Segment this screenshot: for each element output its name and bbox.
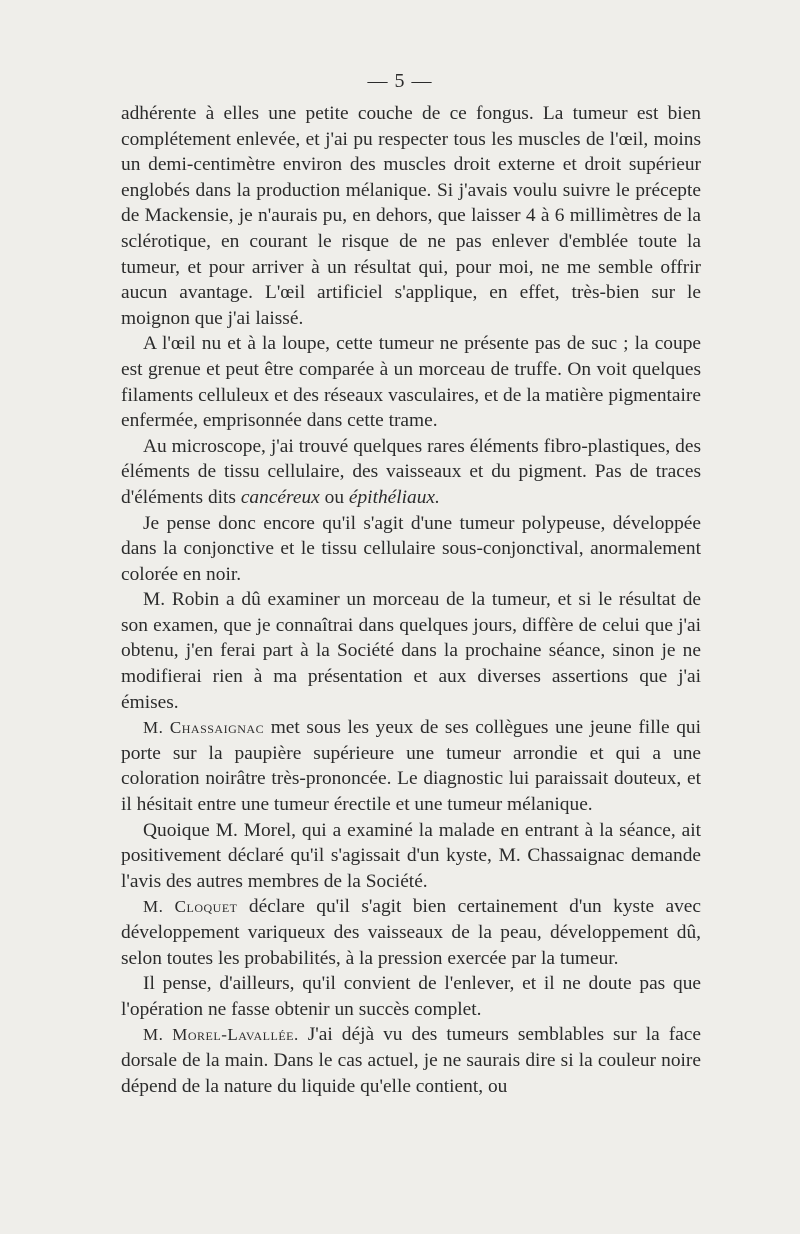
paragraph-3: [121, 434, 701, 511]
italic-term-cancereux: cancéreux: [240, 486, 320, 508]
paragraph-1: adhérente à elles une petite couche de ce fongus. La tumeur est bien complétement enlevée, et j'ai pu respecter tous les muscles de l'œil, moins un demi-centimètre environ des muscles droit externe et droit supérieur englobés dans la production mélanique. Si j'avais voulu suivre le précepte de Mackensie, je n'aurais pu, en dehors, que laisser 4 à 6 millimètres de la sclérotique, en courant le risque de ne pas enlever d'emblée toute la tumeur, et pour arriver à un résultat qui, pour moi, ne me semble offrir aucun avantage. L'œil artificiel s'applique, en effet, très-bien sur le moignon que j'ai laissé.: [121, 103, 701, 329]
italic-term-epitheliaux: épithéliaux.: [348, 486, 440, 508]
paragraph-8-text: déclare qu'il s'agit bien certainement d'un kyste avec développement variqueux des vaisseaux de la peau, développement dû, selon toutes les probabilités, à la pression exercée par la tumeur.: [121, 896, 701, 969]
paragraph-3-mid: ou: [319, 486, 349, 508]
paragraph-4: Je pense donc encore qu'il s'agit d'une tumeur polypeuse, développée dans la conjonctive et le tissu cellulaire sous-conjonctival, anormalement colorée en noir.: [121, 512, 701, 585]
paragraph-6: [121, 715, 701, 817]
paragraph-10: [121, 1022, 701, 1099]
paragraph-3-text: Au microscope, j'ai trouvé quelques rares éléments fibro-plastiques, des éléments de tissu cellulaire, des vaisseaux et du pigment. Pas de traces d'éléments dits: [121, 435, 701, 508]
paragraph-8: [121, 894, 701, 971]
speaker-cloquet: M. Cloquet: [143, 897, 238, 917]
paragraph-10-text: J'ai déjà vu des tumeurs semblables sur la face dorsale de la main. Dans le cas actuel, je ne saurais dire si la couleur noire dépend de la nature du liquide qu'elle contient, ou: [121, 1024, 701, 1097]
paragraph-7: Quoique M. Morel, qui a examiné la malade en entrant à la séance, ait positivement déclaré qu'il s'agissait d'un kyste, M. Chassaignac demande l'avis des autres membres de la Société.: [121, 819, 701, 892]
paragraph-2: A l'œil nu et à la loupe, cette tumeur ne présente pas de suc ; la coupe est grenue et peut être comparée à un morceau de truffe. On voit quelques filaments celluleux et des réseaux vasculaires, et de la matière pigmentaire enfermée, emprisonnée dans cette trame.: [121, 333, 701, 432]
speaker-chassaignac: M. Chassaignac: [143, 718, 265, 738]
body-text: [121, 101, 701, 1099]
paragraph-6-text: met sous les yeux de ses collègues une jeune fille qui porte sur la paupière supérieure une tumeur arrondie et qui a une coloration noirâtre très-prononcée. Le diagnostic lui paraissait douteux, et il hésitait entre une tumeur érectile et une tumeur mélanique.: [121, 717, 701, 816]
page-number: — 5 —: [367, 70, 433, 92]
paragraph-9: Il pense, d'ailleurs, qu'il convient de l'enlever, et il ne doute pas que l'opération ne fasse obtenir un succès complet.: [121, 973, 701, 1020]
paragraph-5: M. Robin a dû examiner un morceau de la tumeur, et si le résultat de son examen, que je connaîtrai dans quelques jours, diffère de celui que j'ai obtenu, j'en ferai part à la Société dans la prochaine séance, sinon je ne modifierai rien à ma présentation et aux diverses assertions que j'ai émises.: [121, 589, 701, 713]
speaker-morel-lavallee: M. Morel-Lavallée.: [143, 1025, 299, 1045]
